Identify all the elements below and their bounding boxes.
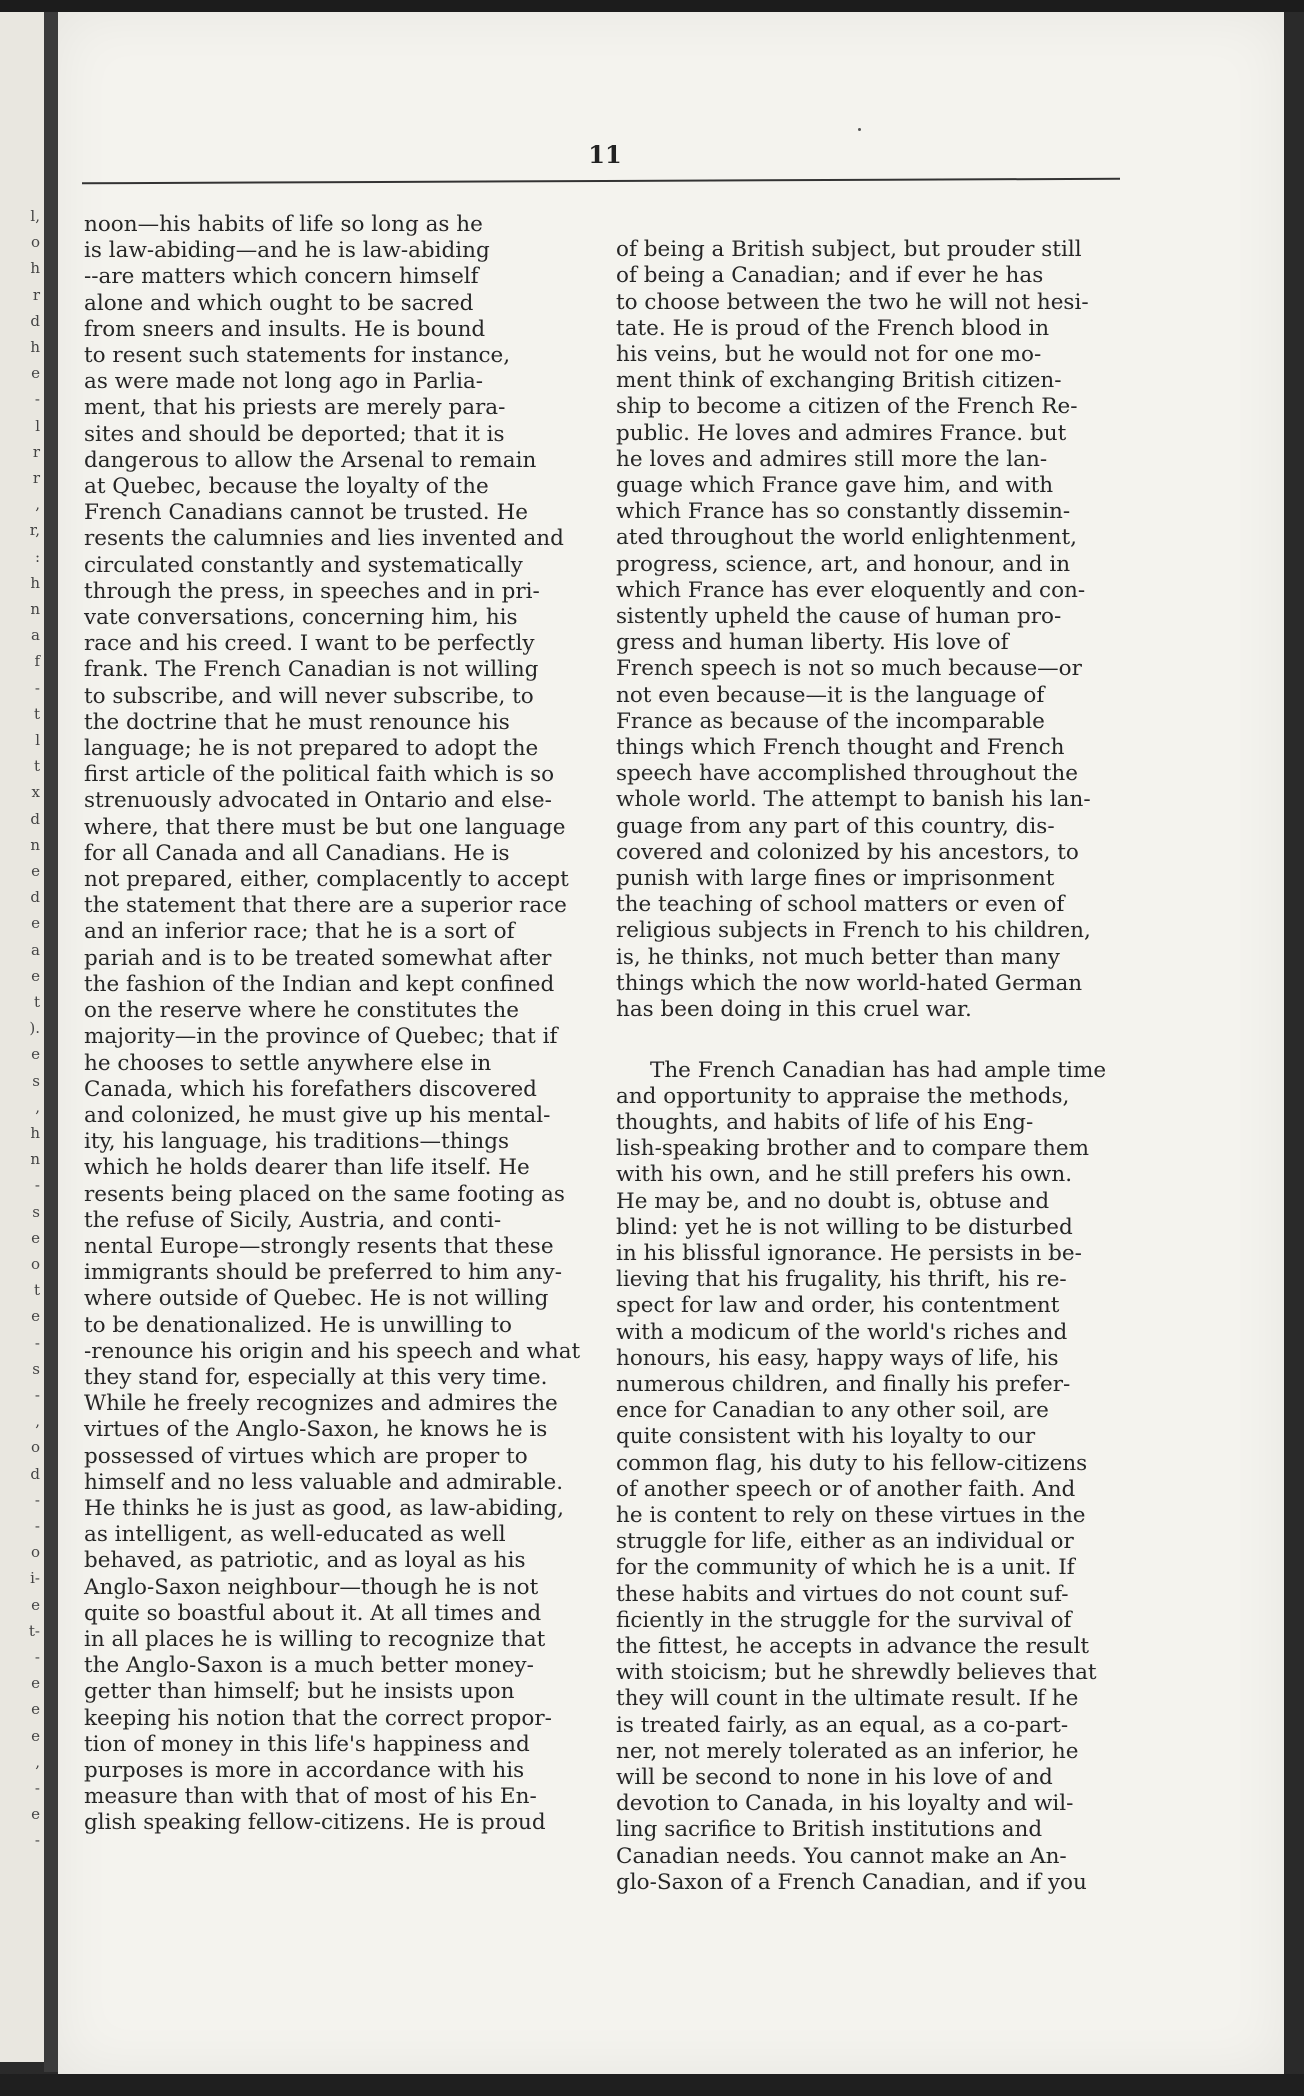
margin-fragment: l,	[30, 207, 40, 225]
margin-fragment: -	[34, 1386, 40, 1404]
margin-fragment: l	[35, 731, 40, 749]
margin-fragment: -	[34, 1517, 40, 1535]
text-column-left: noon—his habits of life so long as he is law-abiding—and he is law-abiding --are matters which concern himself alone and which ought to be sacred from sneers and insults. He is bound to resent such statements for instance, as were made not long ago in Parlia- ment, that his priests are merely para- sites and should be deported; that it is dangerous to allow the Arsenal to remain at Quebec, because the loyalty of the French Canadians cannot be trusted. He resents the calumnies and lies invented and circulated constantly and systematically through the press, in speeches and in pri- vate conversations, concerning him, his race and his creed. I want to be perfectly frank. The French Canadian is not willing to subscribe, and will never subscribe, to the doctrine that he must renounce his language; he is not prepared to adopt the first article of the political faith which is so strenuously advocated in Ontario and else- where, that there must be but one language for all Canada and all Canadians. He is not prepared, either, complacently to accept the statement that there are a superior race and an inferior race; that he is a sort of pariah and is to be treated somewhat after the fashion of the Indian and kept confined on the reserve where he constitutes the majority—in the province of Quebec; that if he chooses to settle anywhere else in Canada, which his forefathers discovered and colonized, he must give up his mental- ity, his language, his traditions—things which he holds dearer than life itself. He resents being placed on the same footing as the refuse of Sicily, Austria, and conti- nental Europe—strongly resents that these immigrants should be preferred to him any- where outside of Quebec. He is not willing to be denationalized. He is unwilling to -renounce his origin and his speech and what they stand for, especially at this very time. While he freely recognizes and admires the virtues of the Anglo-Saxon, he knows he is possessed of virtues which are proper to himself and no less valuable and admirable. He thinks he is just as good, as law-abiding, as intelligent, as well-educated as well behaved, as patriotic, and as loyal as his Anglo-Saxon neighbour—though he is not quite so boastful about it. At all times and in all places he is willing to recognize that the Anglo-Saxon is a much better money- getter than himself; but he insists upon keeping his notion that the correct propor- tion of money in this life's happiness and purposes is more in accordance with his measure than with that of most of his En- glish speaking fellow-citizens. He is proud	[84, 212, 581, 1836]
margin-fragment: f	[34, 652, 40, 671]
margin-fragment: s	[32, 1359, 40, 1378]
margin-fragment: -	[34, 1831, 40, 1850]
margin-fragment: d	[30, 311, 40, 330]
margin-fragment: ,	[35, 1752, 40, 1771]
margin-fragment: a	[31, 940, 40, 959]
paragraph: The French Canadian has had ample time and opportunity to appraise the methods, thoughts, and habits of life of his Eng- lish-speaking brother and to compare them with his own, and he still prefers his own. He may be, and no doubt is, obtuse and blind: yet he is not willing to be disturbed in his blissful ignorance. He persists in be- lieving that his frugality, his thrift, his re- spect for law and order, his contentment with a modicum of the world's riches and honours, his easy, happy ways of life, his numerous children, and finally his prefer- ence for Canadian to any other soil, are quite consistent with his loyalty to our common flag, his duty to his fellow-citizens of another speech or of another faith. And he is content to rely on these virtues in the struggle for life, either as an individual or for the community of which he is a unit. If these habits and virtues do not count suf- ficiently in the struggle for the survival of the fittest, he accepts in advance the result with stoicism; but he shrewdly believes that they will count in the ultimate result. If he is treated fairly, as an equal, as a co-part- ner, not merely tolerated as an inferior, he will be second to none in his love of and devotion to Canada, in his loyalty and wil- ling sacrifice to British institutions and Canadian needs. You cannot make an An- glo-Saxon of a French Canadian, and if you	[616, 1057, 1107, 1895]
scan-top-border	[0, 0, 1304, 12]
margin-fragment: o	[30, 1543, 40, 1562]
margin-fragment: e	[31, 1674, 40, 1693]
margin-fragment: d	[30, 1464, 40, 1483]
adjacent-page-edge	[0, 12, 44, 2062]
margin-fragment: r	[32, 285, 40, 304]
margin-fragment: n	[30, 835, 40, 854]
margin-fragment: h	[30, 338, 40, 356]
margin-fragment: x	[31, 783, 40, 802]
margin-fragment: e	[31, 1726, 40, 1745]
margin-fragment: n	[30, 1150, 40, 1169]
margin-fragment: a	[31, 626, 40, 645]
margin-fragment: e	[31, 364, 40, 383]
margin-fragment: e	[31, 1805, 40, 1824]
margin-fragment: s	[32, 1071, 40, 1090]
margin-fragment: e	[31, 1700, 40, 1719]
page-number: 11	[588, 140, 622, 169]
margin-fragment: t	[33, 704, 40, 723]
text-column-right	[616, 211, 1140, 1922]
margin-fragment: s	[32, 1202, 40, 1221]
margin-fragment: o	[30, 233, 40, 252]
margin-fragment: t-	[28, 1621, 40, 1640]
scan-bottom-border	[0, 2074, 1304, 2096]
margin-fragment: e	[31, 1595, 40, 1614]
margin-fragment: r,	[29, 521, 40, 540]
book-spine	[44, 12, 58, 2072]
margin-fragment: -	[34, 1779, 40, 1797]
margin-fragment: ,	[35, 1412, 40, 1431]
margin-fragment: o	[30, 1438, 40, 1457]
margin-fragment: e	[31, 966, 40, 985]
margin-fragment: n	[30, 600, 40, 618]
margin-fragment: e	[31, 1307, 40, 1326]
margin-fragment: ,	[35, 495, 40, 514]
margin-fragment: r	[32, 469, 40, 487]
margin-fragment: d	[30, 809, 40, 828]
margin-fragment: h	[30, 1124, 40, 1142]
margin-fragment: -	[34, 1648, 40, 1666]
margin-fragment: e	[31, 1045, 40, 1064]
margin-fragment: h	[30, 573, 40, 592]
margin-fragment: e	[31, 862, 40, 880]
scan-speck	[858, 128, 861, 131]
margin-fragment: t	[33, 757, 40, 776]
margin-fragment: d	[30, 888, 40, 907]
margin-fragment: e	[31, 914, 40, 933]
margin-fragment: l	[35, 416, 40, 435]
margin-fragment: ).	[29, 1019, 40, 1038]
margin-fragment: -	[34, 390, 40, 409]
margin-fragment: r	[32, 442, 40, 461]
margin-fragment: o	[30, 1255, 40, 1273]
margin-fragment: e	[31, 1228, 40, 1247]
margin-fragment: ,	[35, 1097, 40, 1116]
margin-fragment: i-	[30, 1569, 40, 1588]
margin-fragment: t	[33, 1281, 40, 1300]
margin-fragment: t	[33, 993, 40, 1011]
margin-fragment: :	[34, 547, 40, 566]
scan-right-border	[1284, 12, 1304, 2096]
paragraph: of being a British subject, but prouder still of being a Canadian; and if ever he has to choose between the two he will not hesi- tate. He is proud of the French blood in his veins, but he would not for one mo- ment think of exchanging British citizen- ship to become a citizen of the French Re- public. He loves and admires France. but he loves and admires still more the lan- guage which France gave him, and with which France has so constantly dissemin- ated throughout the world enlightenment, progress, science, art, and honour, and in which France has ever eloquently and con- sistently upheld the cause of human pro- gress and human liberty. His love of French speech is not so much because—or not even because—it is the language of France as because of the incomparable things which French thought and French speech have accomplished throughout the whole world. The attempt to banish his lan- guage from any part of this country, dis- covered and colonized by his ancestors, to punish with large fines or imprisonment the teaching of school matters or even of religious subjects in French to his children, is, he thinks, not much better than many things which the now world-hated German has been doing in this cruel war.	[616, 237, 1091, 1023]
margin-fragment: -	[34, 678, 40, 697]
margin-fragment: -	[34, 1333, 40, 1352]
margin-fragment: -	[34, 1176, 40, 1195]
margin-fragment: -	[34, 1490, 40, 1509]
margin-fragment: h	[30, 259, 40, 278]
